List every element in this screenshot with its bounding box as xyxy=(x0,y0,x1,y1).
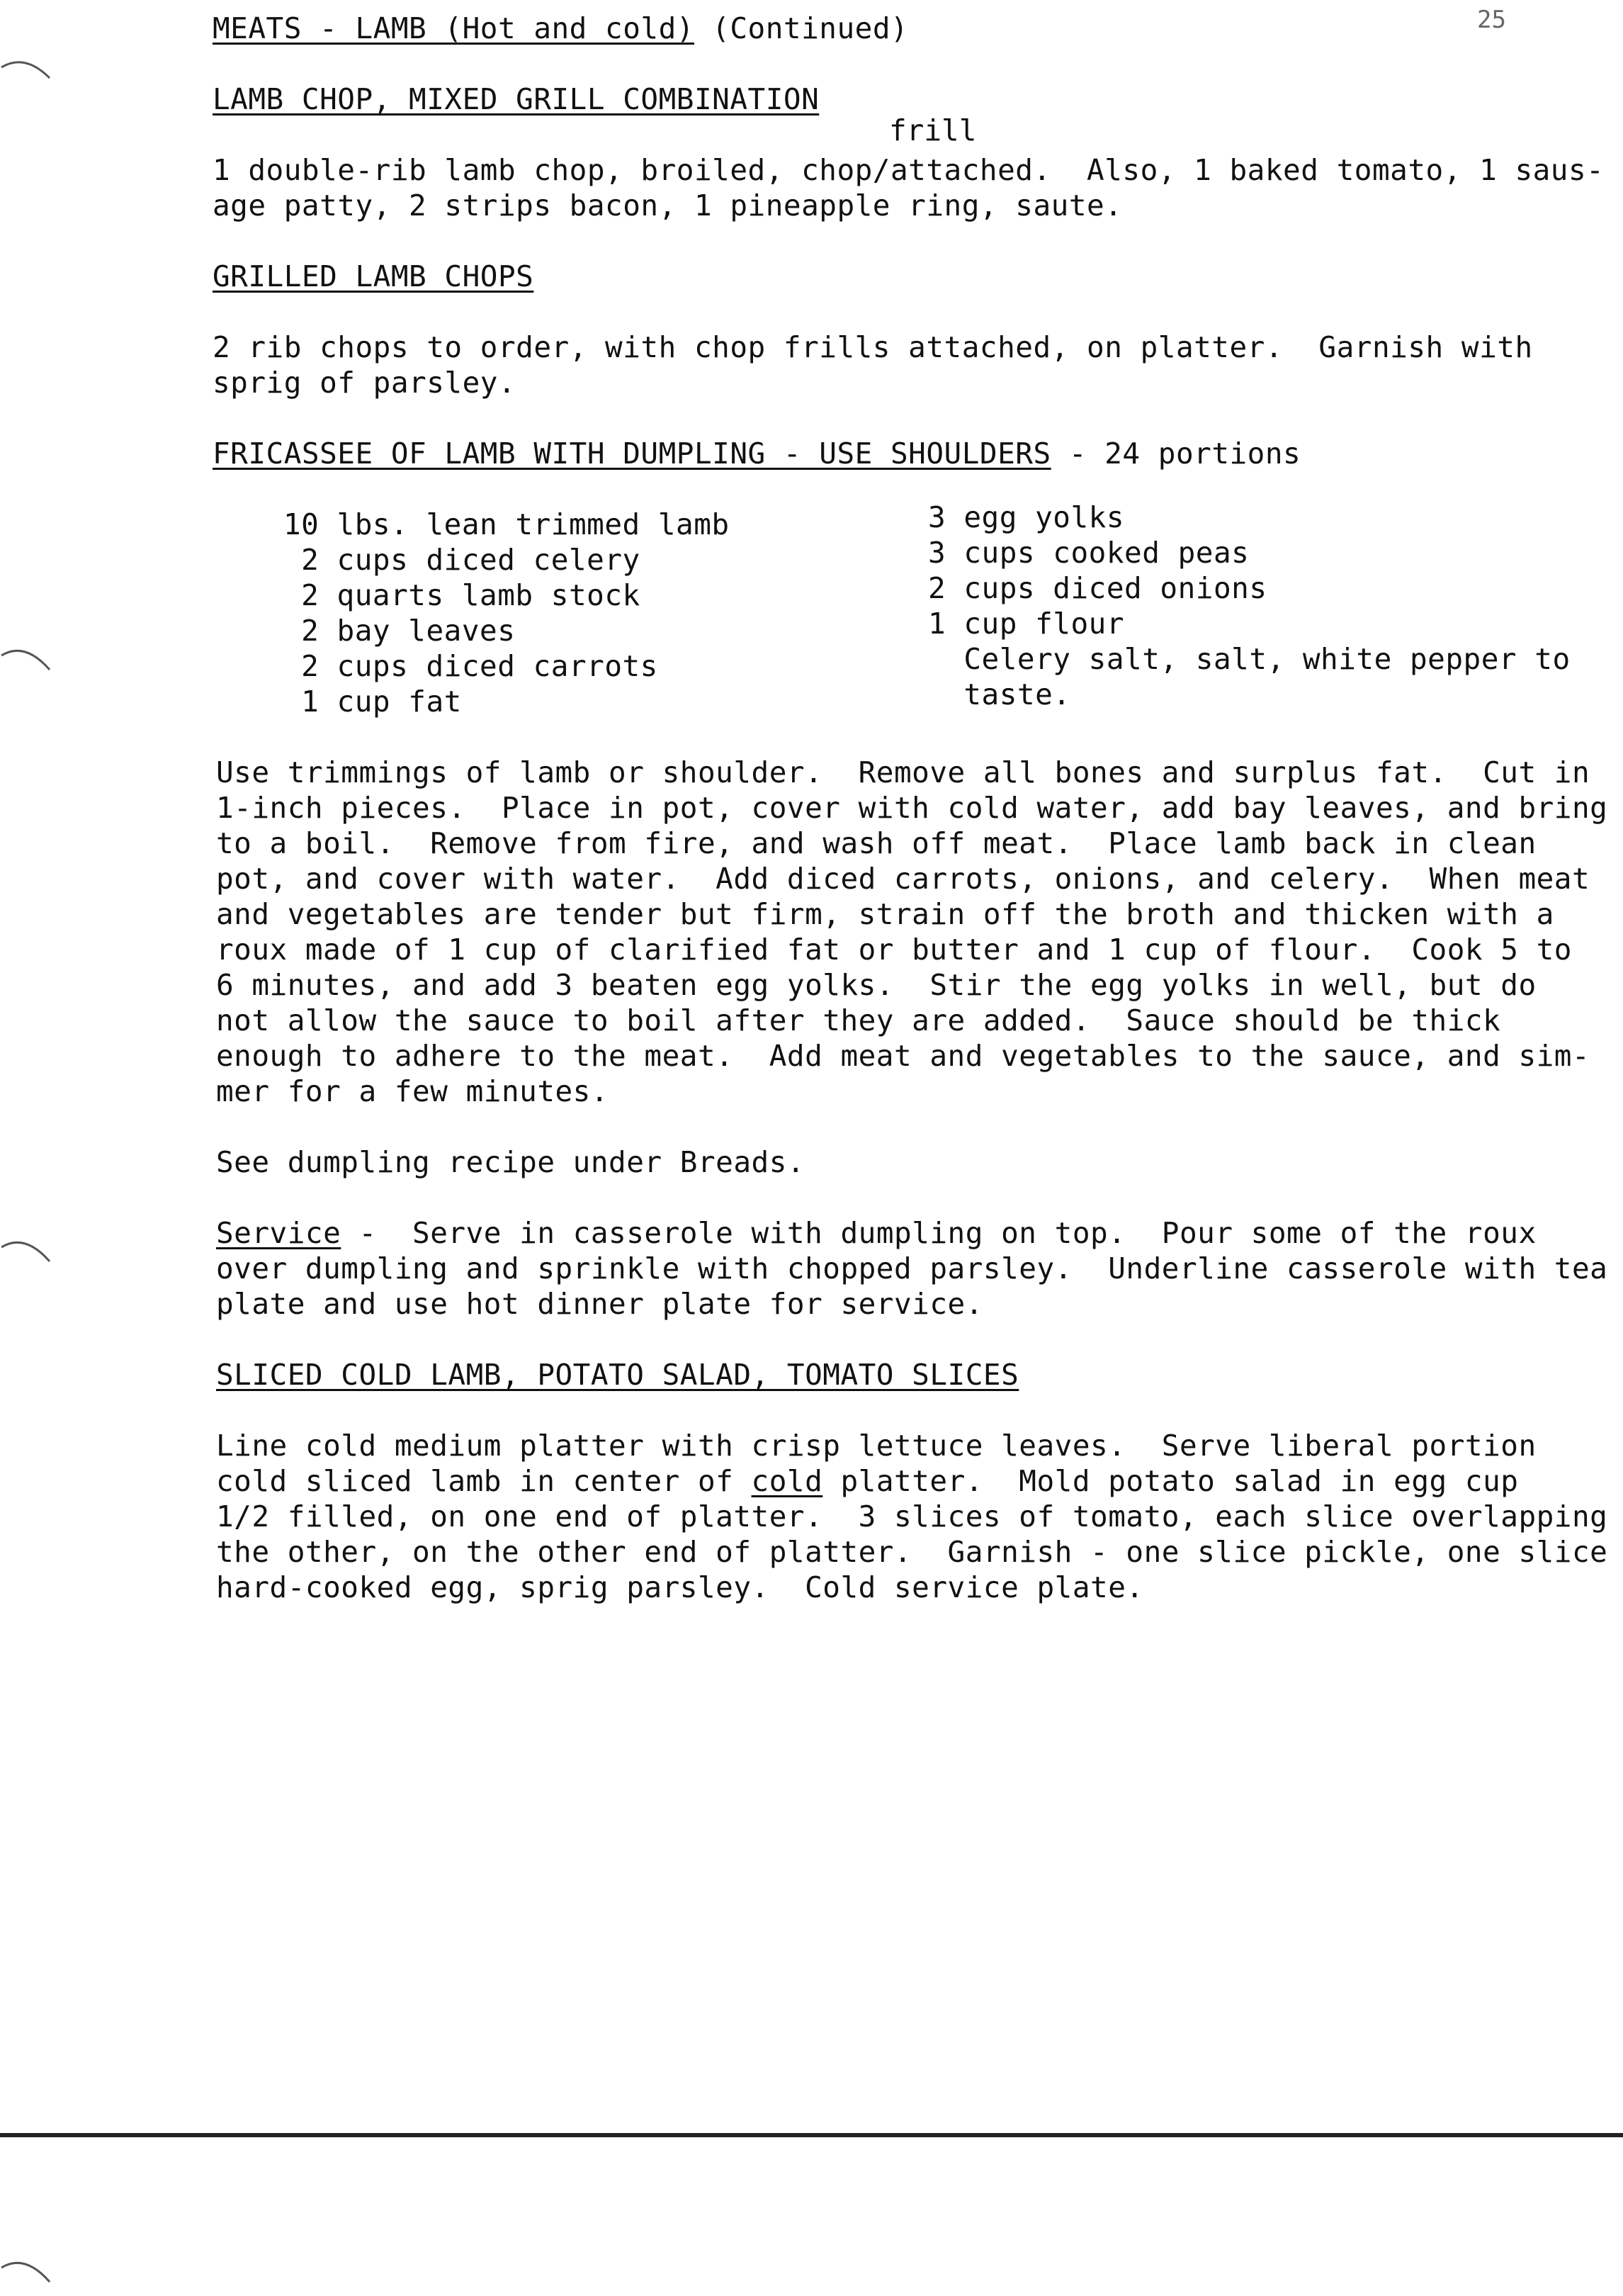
service-line: over dumpling and sprinkle with chopped parsley. Underline casserole with tea xyxy=(216,1251,1608,1285)
recipe-body-line: 1/2 filled, on one end of platter. 3 slices of tomato, each slice overlapping xyxy=(216,1499,1608,1534)
ingredient-item: 2 quarts lamb stock xyxy=(283,578,640,612)
recipe-title-fricassee xyxy=(213,436,1301,471)
method-line: 6 minutes, and add 3 beaten egg yolks. Stir the egg yolks in well, but do xyxy=(216,968,1537,1002)
recipe-title-lamb-chop-mixed-grill: LAMB CHOP, MIXED GRILL COMBINATION xyxy=(213,82,820,116)
method-line: Use trimmings of lamb or shoulder. Remove all bones and surplus fat. Cut in xyxy=(216,755,1590,789)
service-text: - Serve in casserole with dumpling on top. Pour some of the roux xyxy=(341,1216,1537,1250)
ingredient-item: 2 cups diced celery xyxy=(283,543,640,577)
method-line: not allow the sauce to boil after they are added. Sauce should be thick xyxy=(216,1003,1501,1037)
recipe-body-line: Line cold medium platter with crisp lettuce leaves. Serve liberal portion xyxy=(216,1429,1537,1463)
service-line xyxy=(216,1215,1537,1251)
ingredient-item: 10 lbs. lean trimmed lamb xyxy=(283,507,730,541)
recipe-title-sliced-cold-lamb: SLICED COLD LAMB, POTATO SALAD, TOMATO SLICES xyxy=(216,1358,1019,1392)
dumpling-note: See dumpling recipe under Breads. xyxy=(216,1145,805,1179)
ingredient-item: 1 cup fat xyxy=(283,685,462,719)
recipe-body-line: 1 double-rib lamb chop, broiled, chop/attached. Also, 1 baked tomato, 1 saus- xyxy=(213,153,1605,187)
method-line: 1-inch pieces. Place in pot, cover with cold water, add bay leaves, and bring xyxy=(216,791,1608,825)
recipe-body-line: age patty, 2 strips bacon, 1 pineapple ring, saute. xyxy=(213,188,1123,223)
method-line: enough to adhere to the meat. Add meat and vegetables to the sauce, and sim- xyxy=(216,1039,1590,1073)
method-line: mer for a few minutes. xyxy=(216,1074,609,1108)
recipe-title: FRICASSEE OF LAMB WITH DUMPLING - USE SHOULDERS xyxy=(213,437,1051,471)
ingredient-item: 2 bay leaves xyxy=(283,614,516,648)
ingredient-item: 1 cup flour xyxy=(928,607,1125,641)
ingredient-item: 3 cups cooked peas xyxy=(928,536,1250,570)
page-number: 25 xyxy=(1477,6,1506,34)
underlined-word-cold: cold xyxy=(751,1464,823,1498)
service-label: Service xyxy=(216,1216,341,1250)
method-line: pot, and cover with water. Add diced carrots, onions, and celery. When meat xyxy=(216,862,1590,896)
recipe-yield: - 24 portions xyxy=(1068,437,1301,471)
recipe-body-line: the other, on the other end of platter. Garnish - one slice pickle, one slice xyxy=(216,1535,1608,1569)
method-line: and vegetables are tender but firm, strain off the broth and thicken with a xyxy=(216,897,1554,931)
binder-hole-mark-middle xyxy=(0,1219,57,1276)
section-title: MEATS - LAMB (Hot and cold) xyxy=(213,11,694,45)
recipe-body-line: hard-cooked egg, sprig parsley. Cold service plate. xyxy=(216,1570,1144,1604)
ingredient-item: 2 cups diced carrots xyxy=(283,649,658,683)
ingredient-item: Celery salt, salt, white pepper to xyxy=(928,642,1571,676)
page-header xyxy=(213,11,908,46)
method-line: to a boil. Remove from fire, and wash off meat. Place lamb back in clean xyxy=(216,826,1537,860)
service-line: plate and use hot dinner plate for service. xyxy=(216,1287,983,1321)
handwritten-insert-frill: frill xyxy=(889,113,977,147)
recipe-body-line: cold sliced lamb in center of cold platter. Mold potato salad in egg cup xyxy=(216,1464,1519,1498)
binder-hole-mark-upper xyxy=(0,634,57,691)
page-bottom-edge-line xyxy=(0,2133,1623,2137)
section-continued: (Continued) xyxy=(712,11,909,45)
recipe-body-line: sprig of parsley. xyxy=(213,366,516,400)
recipe-title-grilled-lamb-chops: GRILLED LAMB CHOPS xyxy=(213,259,534,293)
binder-hole-mark-top xyxy=(0,39,57,81)
method-line: roux made of 1 cup of clarified fat or butter and 1 cup of flour. Cook 5 to xyxy=(216,933,1572,967)
binder-hole-mark-bottom xyxy=(0,2239,57,2296)
ingredient-item: 2 cups diced onions xyxy=(928,571,1267,605)
recipe-body-line: 2 rib chops to order, with chop frills attached, on platter. Garnish with xyxy=(213,330,1533,364)
ingredient-item: 3 egg yolks xyxy=(928,500,1125,534)
ingredient-item: taste. xyxy=(928,677,1071,711)
